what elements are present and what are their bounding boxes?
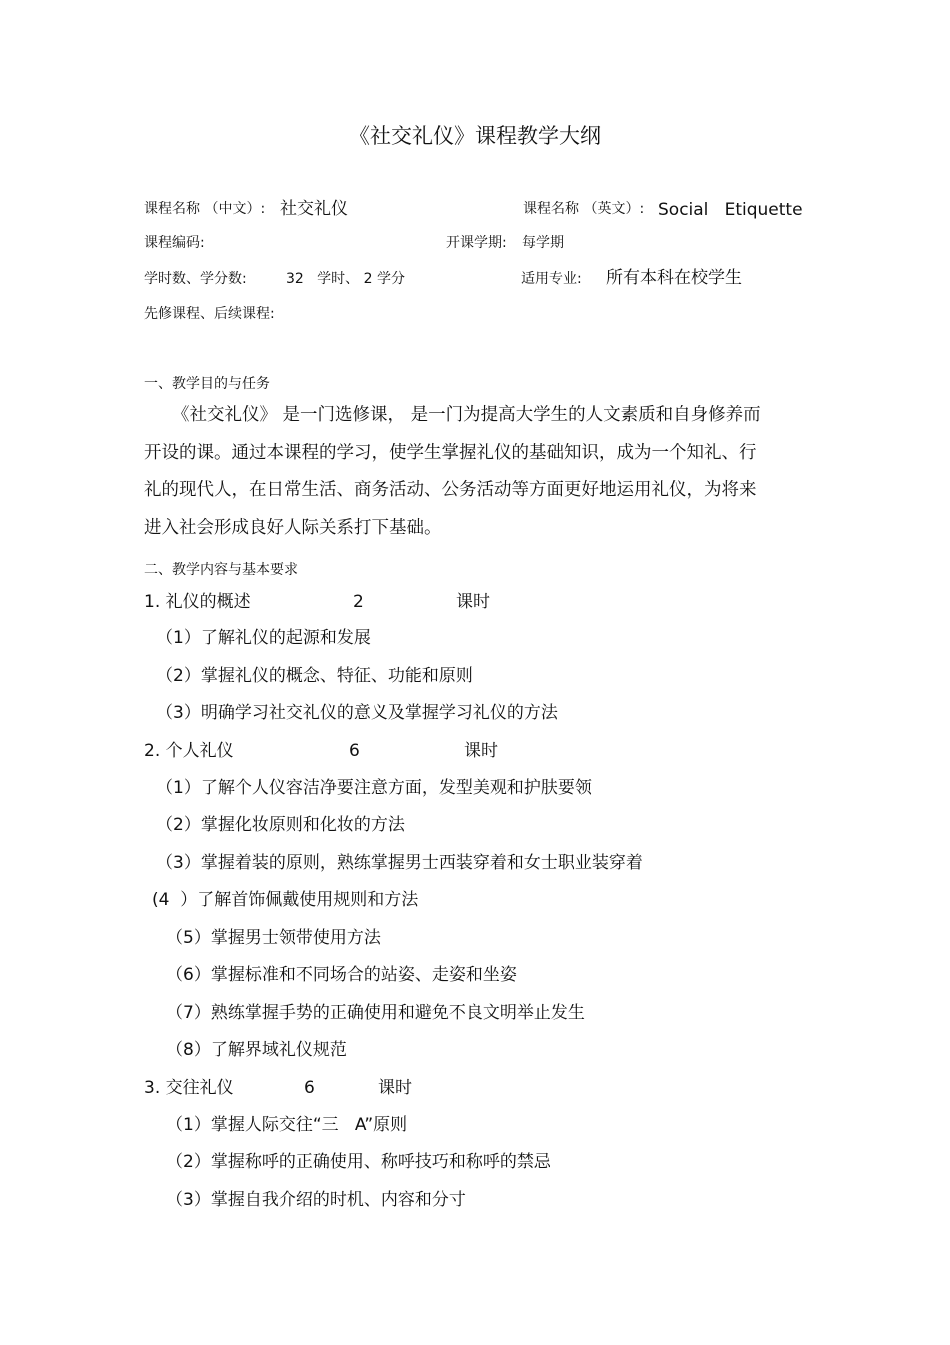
hours-credits-label: 学时数、学分数: xyxy=(144,271,247,287)
chapter-hours: 6 xyxy=(349,741,360,761)
document-title: 《社交礼仪》课程教学大纲 xyxy=(349,124,601,148)
paragraph-line: 《社交礼仪》 是一门选修课， 是一门为提高大学生的人文素质和自身修养而 xyxy=(172,405,761,425)
list-item: （6）掌握标准和不同场合的站姿、走姿和坐姿 xyxy=(166,965,517,985)
list-item: （3）掌握自我介绍的时机、内容和分寸 xyxy=(166,1190,466,1210)
major-label: 适用专业: xyxy=(521,271,582,287)
course-code-label: 课程编码: xyxy=(144,235,205,251)
course-name-cn-label: 课程名称 （中文）: xyxy=(144,201,266,217)
course-name-en-label: 课程名称 （英文）: xyxy=(523,201,645,217)
list-item: （5）掌握男士领带使用方法 xyxy=(166,928,381,948)
list-item: （3）明确学习社交礼仪的意义及掌握学习礼仪的方法 xyxy=(156,703,558,723)
chapter-hours: 6 xyxy=(304,1078,315,1098)
prerequisite-label: 先修课程、后续课程: xyxy=(144,306,275,322)
section-heading-content: 二、教学内容与基本要求 xyxy=(144,562,298,578)
list-item: （2）掌握称呼的正确使用、称呼技巧和称呼的禁忌 xyxy=(166,1152,551,1172)
list-item: （8）了解界域礼仪规范 xyxy=(166,1040,347,1060)
term-value: 每学期 xyxy=(522,235,564,251)
list-item: (4 ）了解首饰佩戴使用规则和方法 xyxy=(152,890,419,910)
paragraph-line: 礼的现代人，在日常生活、商务活动、公务活动等方面更好地运用礼仪，为将来 xyxy=(144,480,757,500)
paragraph-line: 开设的课。通过本课程的学习，使学生掌握礼仪的基础知识，成为一个知礼、行 xyxy=(144,443,757,463)
chapter-title: 2. 个人礼仪 xyxy=(144,741,234,761)
list-item: （2）掌握化妆原则和化妆的方法 xyxy=(156,815,405,835)
list-item: （1）了解个人仪容洁净要注意方面，发型美观和护肤要领 xyxy=(156,778,592,798)
paragraph-line: 进入社会形成良好人际关系打下基础。 xyxy=(144,518,442,538)
list-item: （3）掌握着装的原则，熟练掌握男士西装穿着和女士职业装穿着 xyxy=(156,853,643,873)
chapter-title: 3. 交往礼仪 xyxy=(144,1078,234,1098)
section-heading-objectives: 一、教学目的与任务 xyxy=(144,376,270,392)
course-name-cn-value: 社交礼仪 xyxy=(280,199,348,219)
list-item: （7）熟练掌握手势的正确使用和避免不良文明举止发生 xyxy=(166,1003,585,1023)
course-name-en-value: Social Etiquette xyxy=(658,200,803,220)
chapter-hours: 2 xyxy=(353,592,364,612)
chapter-hours-unit: 课时 xyxy=(456,592,490,612)
list-item: （1）掌握人际交往“三 A”原则 xyxy=(166,1115,408,1135)
chapter-hours-unit: 课时 xyxy=(464,741,498,761)
major-value: 所有本科在校学生 xyxy=(606,268,742,288)
term-label: 开课学期: xyxy=(446,235,507,251)
hours-credits-value: 32 学时、 2 学分 xyxy=(286,271,405,287)
list-item: （1）了解礼仪的起源和发展 xyxy=(156,628,371,648)
chapter-hours-unit: 课时 xyxy=(378,1078,412,1098)
chapter-title: 1. 礼仪的概述 xyxy=(144,592,251,612)
list-item: （2）掌握礼仪的概念、特征、功能和原则 xyxy=(156,666,473,686)
